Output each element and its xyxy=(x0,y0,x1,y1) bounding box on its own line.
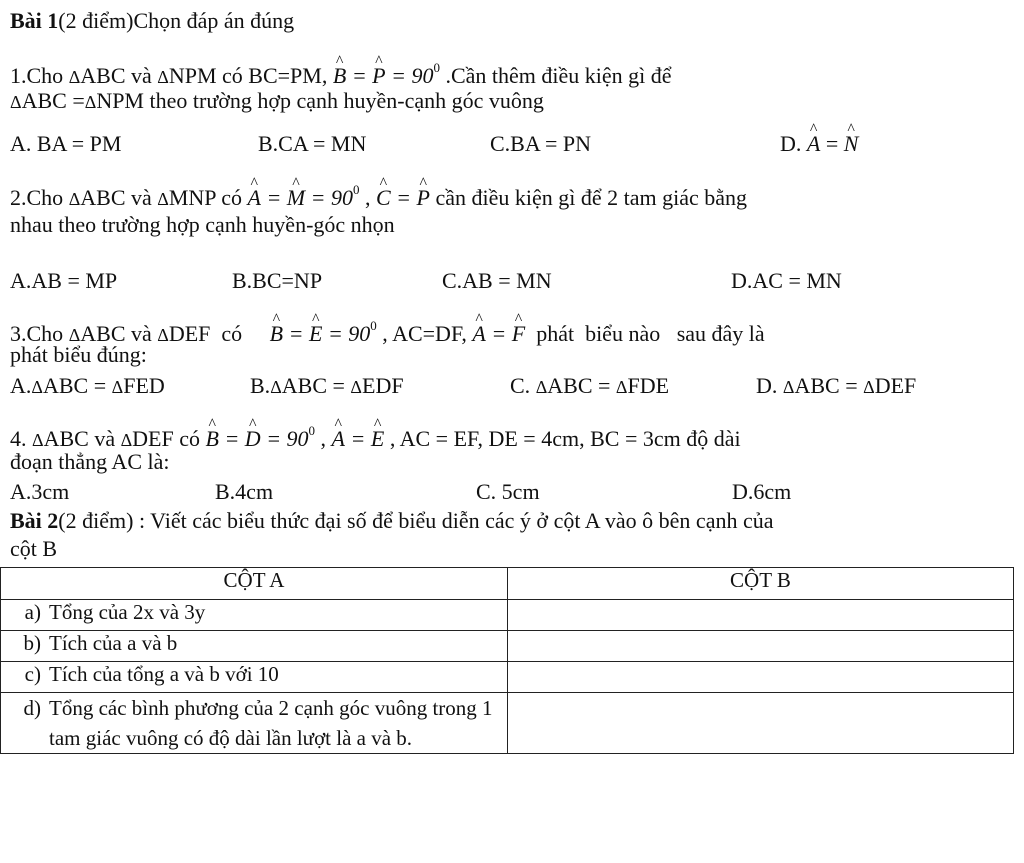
ninety: = 90 xyxy=(260,426,309,451)
row-text: Tích của tổng a và b với 10 xyxy=(49,662,279,686)
angle-a: ^ A xyxy=(807,131,820,157)
column-a-header: CỘT A xyxy=(1,568,508,600)
angle-p: ^ P xyxy=(372,63,385,89)
triangle-symbol: Δ xyxy=(120,430,133,450)
option-text: ABC = xyxy=(42,373,112,398)
ninety: = 90 xyxy=(322,321,371,346)
option-label: D. xyxy=(780,131,807,156)
table-row xyxy=(1,631,1014,662)
q3-text: , AC=DF, xyxy=(376,321,473,346)
triangle-symbol: Δ xyxy=(782,377,795,397)
option-text: DEF xyxy=(874,373,917,398)
question-3-line-2: phát biểu đúng: xyxy=(10,342,147,367)
q4-text: ABC và xyxy=(43,426,121,451)
equals: = xyxy=(820,131,844,156)
equals: = xyxy=(345,426,371,451)
question-1-line-2 xyxy=(10,88,544,115)
q2-text: , xyxy=(359,185,376,210)
triangle-symbol: Δ xyxy=(68,67,81,87)
angle-a: ^ A xyxy=(247,185,260,211)
exercise-2-line-2: cột B xyxy=(10,536,58,561)
q3-option-b xyxy=(250,373,404,400)
q2-text: MNP có xyxy=(168,185,248,210)
triangle-symbol: Δ xyxy=(31,377,43,397)
degree-mark: 0 xyxy=(433,60,440,75)
column-a-cell xyxy=(1,693,508,754)
triangle-symbol: Δ xyxy=(615,377,628,397)
angle-b: ^ B xyxy=(333,63,346,89)
angle-p: ^ P xyxy=(417,185,430,211)
column-b-answer-cell[interactable] xyxy=(508,662,1014,693)
option-text: ABC = xyxy=(547,373,616,398)
exercise-1-heading xyxy=(10,8,294,34)
triangle-symbol: Δ xyxy=(68,189,81,209)
exercise-1-number: Bài 1 xyxy=(10,8,59,33)
column-b-answer-cell[interactable] xyxy=(508,631,1014,662)
option-text: EDF xyxy=(362,373,404,398)
triangle-symbol: Δ xyxy=(157,67,169,87)
q1-text: 1.Cho xyxy=(10,63,69,88)
exercise-2-table xyxy=(0,567,1014,754)
q4-option-b: B.4cm xyxy=(215,479,274,504)
triangle-symbol: Δ xyxy=(863,377,875,397)
q3-option-c xyxy=(510,373,669,400)
exercise-2-number: Bài 2 xyxy=(10,508,59,533)
option-label: A. xyxy=(10,373,32,398)
triangle-symbol: Δ xyxy=(84,92,97,112)
degree-mark: 0 xyxy=(370,318,377,333)
q4-option-d: D.6cm xyxy=(732,479,792,504)
q1-option-d xyxy=(780,131,858,157)
row-label: a) xyxy=(24,600,41,624)
option-label: C. xyxy=(510,373,536,398)
q2-text: ABC và xyxy=(80,185,158,210)
q2-option-d: D.AC = MN xyxy=(731,268,842,293)
q4-option-a: A.3cm xyxy=(10,479,70,504)
triangle-symbol: Δ xyxy=(10,92,22,112)
row-label: b) xyxy=(23,631,41,655)
q1-text: .Cần thêm điều kiện gì để xyxy=(439,63,672,88)
q4-text: 4. xyxy=(10,426,32,451)
angle-c: ^ C xyxy=(376,185,391,211)
angle-b: ^ B xyxy=(205,426,218,452)
row-label: d) xyxy=(23,696,41,720)
question-4-line-1 xyxy=(10,418,741,453)
exercise-2-heading xyxy=(10,508,774,534)
triangle-symbol: Δ xyxy=(350,377,362,397)
q1-option-a: A. BA = PM xyxy=(10,131,122,156)
option-text: ABC = xyxy=(794,373,864,398)
question-2-line-1 xyxy=(10,177,747,212)
q1-text: NPM có BC=PM, xyxy=(168,63,333,88)
ninety: = 90 xyxy=(385,63,434,88)
triangle-symbol: Δ xyxy=(68,325,81,345)
angle-e: ^ E xyxy=(371,426,384,452)
angle-a: ^ A xyxy=(472,321,485,347)
equals: = xyxy=(283,321,309,346)
option-text: FDE xyxy=(627,373,670,398)
exercise-1-title: (2 điểm)Chọn đáp án đúng xyxy=(58,8,295,33)
q4-text: , AC = EF, DE = 4cm, BC = 3cm độ dài xyxy=(384,426,741,451)
equals: = xyxy=(390,185,417,210)
angle-n: ^ N xyxy=(844,131,859,157)
q3-text: 3.Cho xyxy=(10,321,69,346)
q4-text: DEF có xyxy=(132,426,206,451)
angle-b: ^ B xyxy=(270,321,283,347)
q1-option-c: C.BA = PN xyxy=(490,131,592,156)
degree-mark: 0 xyxy=(352,182,360,197)
triangle-symbol: Δ xyxy=(157,189,169,209)
column-a-cell xyxy=(1,631,508,662)
question-2-line-2: nhau theo trường hợp cạnh huyền-góc nhọn xyxy=(10,212,395,237)
column-a-cell xyxy=(1,662,508,693)
question-4-line-2: đoạn thẳng AC là: xyxy=(10,449,170,474)
q3-text: DEF có xyxy=(168,321,270,346)
question-1-line-1 xyxy=(10,55,672,90)
row-text: Tổng của 2x và 3y xyxy=(49,600,206,624)
q4-text: , xyxy=(315,426,332,451)
degree-mark: 0 xyxy=(308,423,316,438)
option-text: ABC = xyxy=(281,373,351,398)
angle-m: ^ M xyxy=(287,185,305,211)
column-a-cell xyxy=(1,600,508,631)
triangle-symbol: Δ xyxy=(111,377,124,397)
angle-f: ^ F xyxy=(512,321,525,347)
triangle-symbol: Δ xyxy=(270,377,282,397)
angle-e: ^ E xyxy=(309,321,322,347)
q1-option-b: B.CA = MN xyxy=(258,131,367,156)
option-text: FED xyxy=(123,373,165,398)
q2-option-c: C.AB = MN xyxy=(442,268,552,293)
q3-text: phát biểu nào sau đây là xyxy=(525,321,765,346)
table-header-row xyxy=(1,568,1014,600)
row-text: Tổng các bình phương của 2 cạnh góc vuông trong 1 tam giác vuông có độ dài lần lượt là a và b. xyxy=(49,696,493,750)
option-label: D. xyxy=(756,373,783,398)
triangle-symbol: Δ xyxy=(32,430,44,450)
q3-text: ABC và xyxy=(80,321,158,346)
angle-d: ^ D xyxy=(245,426,261,452)
equals: = xyxy=(485,321,512,346)
row-label: c) xyxy=(24,662,41,686)
q2-option-b: B.BC=NP xyxy=(232,268,323,293)
q2-option-a: A.AB = MP xyxy=(10,268,118,293)
column-b-answer-cell[interactable] xyxy=(508,693,1014,754)
exercise-2-title: (2 điểm) : Viết các biểu thức đại số để biểu diễn các ý ở cột A vào ô bên cạnh của xyxy=(58,508,774,533)
table-row xyxy=(1,662,1014,693)
angle-a: ^ A xyxy=(332,426,345,452)
q2-text: 2.Cho xyxy=(10,185,69,210)
table-row xyxy=(1,600,1014,631)
q1-text: ABC = xyxy=(21,88,85,113)
column-b-header: CỘT B xyxy=(508,568,1014,600)
row-text: Tích của a và b xyxy=(49,631,178,655)
table-row xyxy=(1,693,1014,754)
equals: = xyxy=(260,185,287,210)
ninety: = 90 xyxy=(305,185,353,210)
q3-option-d xyxy=(756,373,916,400)
q3-option-a xyxy=(10,373,165,400)
triangle-symbol: Δ xyxy=(535,377,548,397)
triangle-symbol: Δ xyxy=(157,325,169,345)
equals: = xyxy=(218,426,245,451)
option-label: B. xyxy=(250,373,271,398)
column-b-answer-cell[interactable] xyxy=(508,600,1014,631)
equals: = xyxy=(346,63,373,88)
q2-text: cần điều kiện gì để 2 tam giác bằng xyxy=(429,185,748,210)
q1-text: NPM theo trường hợp cạnh huyền-cạnh góc vuông xyxy=(96,88,544,113)
q4-option-c: C. 5cm xyxy=(476,479,540,504)
q1-text: ABC và xyxy=(80,63,158,88)
